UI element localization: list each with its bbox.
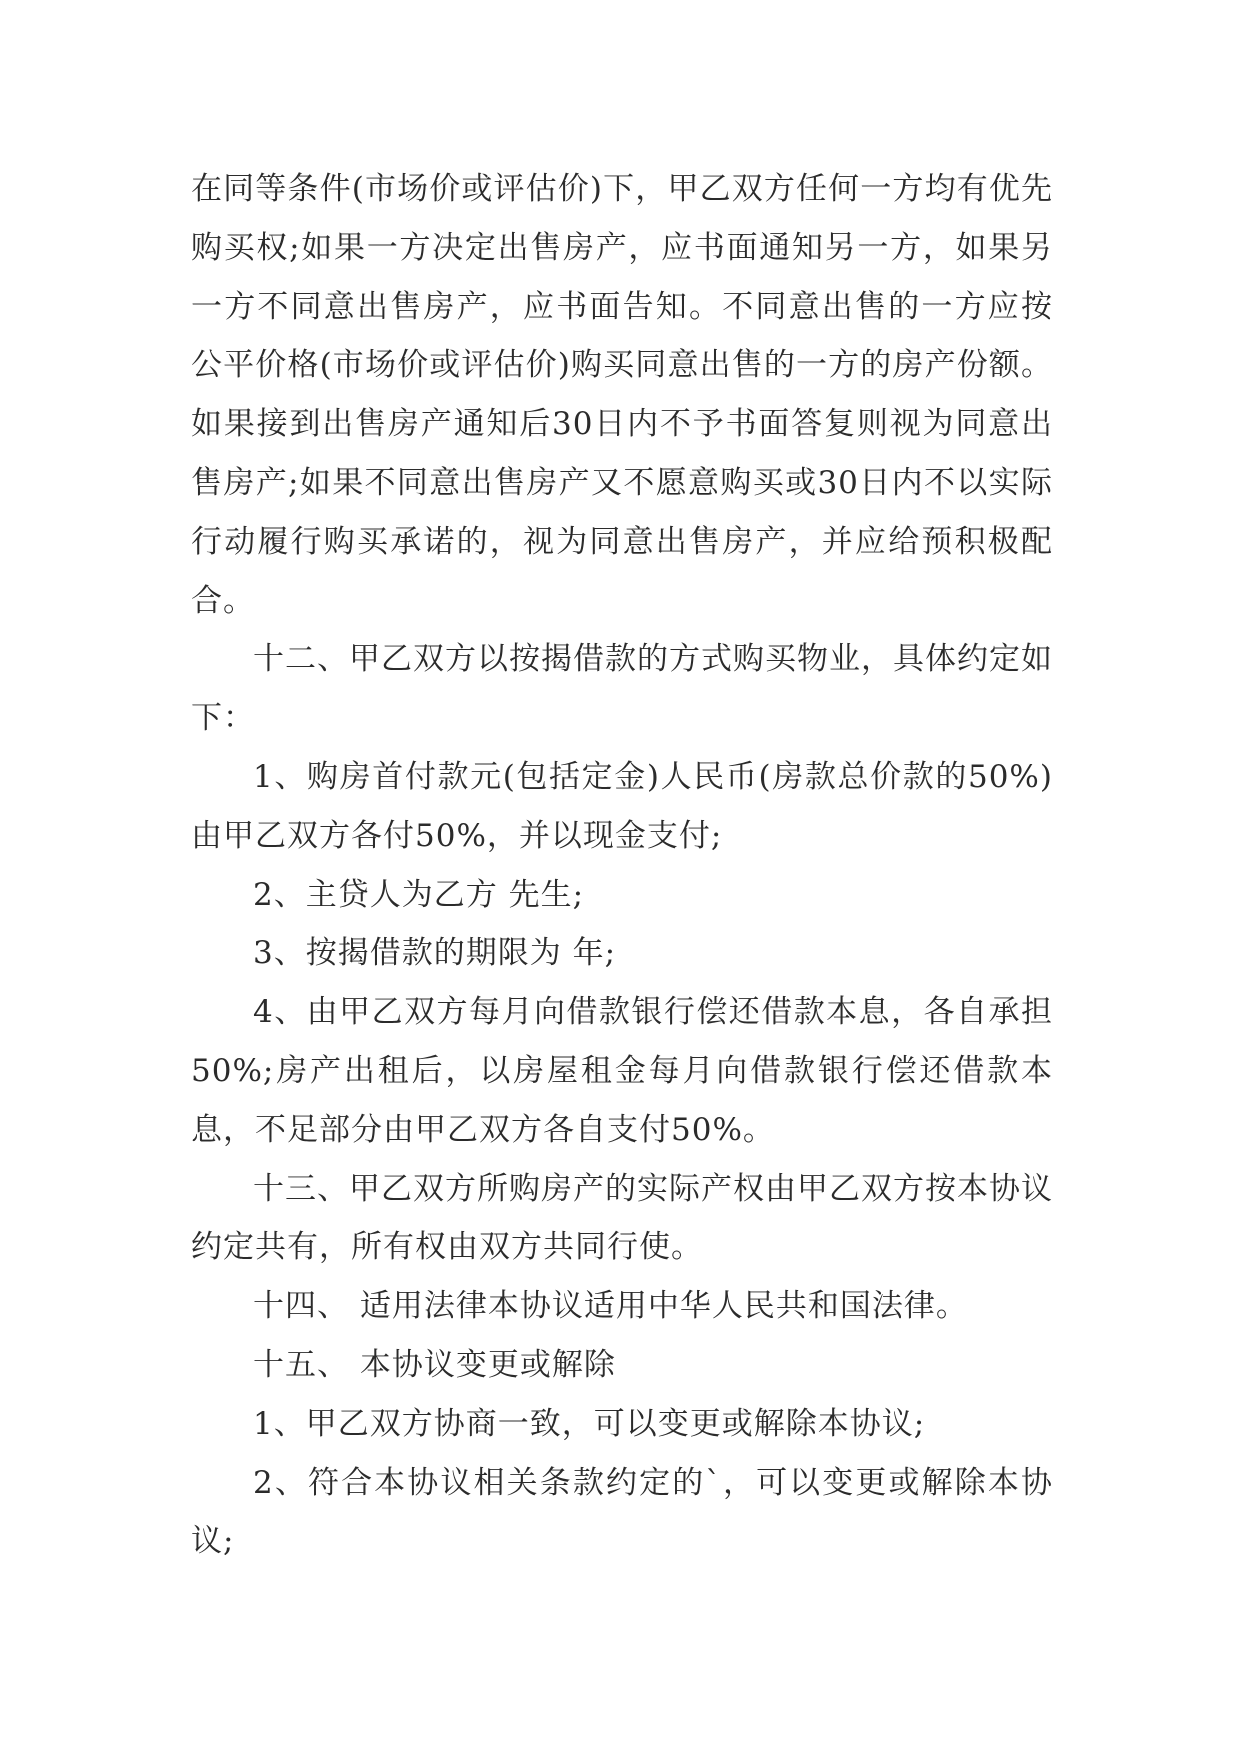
paragraph-clause-12: 十二、甲乙双方以按揭借款的方式购买物业，具体约定如下： <box>191 641 1053 737</box>
paragraph-loan-term: 3、按揭借款的期限为 年; <box>253 935 617 972</box>
paragraph-modification-2: 2、符合本协议相关条款约定的`，可以变更或解除本协议; <box>191 1464 1053 1560</box>
paragraph-clause-13: 十三、甲乙双方所购房产的实际产权由甲乙双方按本协议约定共有，所有权由双方共同行使。 <box>191 1170 1053 1266</box>
paragraph-clause-15: 十五、 本协议变更或解除 <box>253 1346 616 1383</box>
paragraph-modification-1: 1、甲乙双方协商一致，可以变更或解除本协议; <box>253 1405 926 1442</box>
paragraph-repayment: 4、由甲乙双方每月向借款银行偿还借款本息，各自承担50%;房产出租后，以房屋租金每月向借款银行偿还借款本息，不足部分由甲乙双方各自支付50%。 <box>191 994 1053 1148</box>
paragraph-preemption-right: 在同等条件(市场价或评估价)下，甲乙双方任何一方均有优先购买权;如果一方决定出售房产，应书面通知另一方，如果另一方不同意出售房产，应书面告知。不同意出售的一方应按公平价格(市场价或评估价)购买同意出售的一方的房产份额。如果接到出售房产通知后30日内不予书面答复则视为同意出售房产;如果不同意出售房产又不愿意购买或30日内不以实际行动履行购买承诺的，视为同意出售房产，并应给预积极配合。 <box>191 171 1053 619</box>
document-body <box>191 160 1053 1571</box>
paragraph-down-payment: 1、购房首付款元(包括定金)人民币(房款总价款的50%)由甲乙双方各付50%，并以现金支付; <box>191 758 1053 854</box>
paragraph-clause-14: 十四、 适用法律本协议适用中华人民共和国法律。 <box>253 1288 968 1325</box>
paragraph-main-borrower: 2、主贷人为乙方 先生; <box>253 876 585 913</box>
